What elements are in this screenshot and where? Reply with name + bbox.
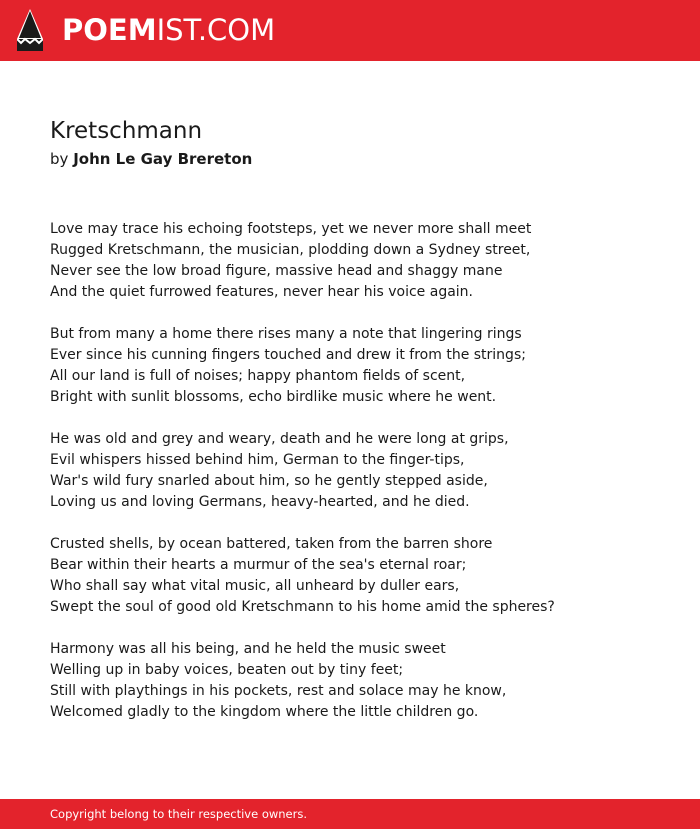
site-header	[0, 0, 700, 61]
poem-line: Never see the low broad figure, massive head and shaggy mane	[50, 263, 503, 279]
poem-line: Bear within their hearts a murmur of the sea's eternal roar;	[50, 557, 467, 573]
poem-line: Rugged Kretschmann, the musician, plodding down a Sydney street,	[50, 242, 531, 258]
stanza	[50, 639, 670, 723]
poem-line: Crusted shells, by ocean battered, taken from the barren shore	[50, 536, 493, 552]
site-logo[interactable]	[62, 12, 275, 48]
logo-text-bold: POEM	[62, 13, 157, 47]
poem-line: War's wild fury snarled about him, so he gently stepped aside,	[50, 473, 488, 489]
stanza	[50, 534, 670, 618]
author-name: John Le Gay Brereton	[73, 150, 253, 168]
pencil-tip-icon[interactable]	[17, 9, 43, 51]
byline-prefix: by	[50, 150, 69, 168]
stanza	[50, 324, 670, 408]
poem-body	[50, 219, 670, 744]
site-footer	[0, 799, 700, 829]
logo-text-light: IST.COM	[156, 13, 276, 47]
poem-line: Welling up in baby voices, beaten out by tiny feet;	[50, 662, 404, 678]
poem-line: Bright with sunlit blossoms, echo birdlike music where he went.	[50, 389, 497, 405]
poem-line: He was old and grey and weary, death and he were long at grips,	[50, 431, 509, 447]
poem-line: Ever since his cunning fingers touched and drew it from the strings;	[50, 347, 526, 363]
byline	[50, 149, 252, 169]
poem-line: Evil whispers hissed behind him, German to the finger-tips,	[50, 452, 465, 468]
poem-line: Love may trace his echoing footsteps, yet we never more shall meet	[50, 221, 532, 237]
poem-line: Who shall say what vital music, all unheard by duller ears,	[50, 578, 460, 594]
stanza	[50, 219, 670, 303]
poem-line: Loving us and loving Germans, heavy-hearted, and he died.	[50, 494, 470, 510]
poem-line: All our land is full of noises; happy phantom fields of scent,	[50, 368, 466, 384]
poem-line: Swept the soul of good old Kretschmann to his home amid the spheres?	[50, 599, 555, 615]
poem-line: Welcomed gladly to the kingdom where the little children go.	[50, 704, 479, 720]
poem-line: But from many a home there rises many a note that lingering rings	[50, 326, 522, 342]
poem-line: And the quiet furrowed features, never hear his voice again.	[50, 284, 474, 300]
poem-line: Harmony was all his being, and he held the music sweet	[50, 641, 446, 657]
poem-line: Still with playthings in his pockets, rest and solace may he know,	[50, 683, 507, 699]
copyright-text: Copyright belong to their respective owners.	[50, 807, 308, 821]
stanza	[50, 429, 670, 513]
poem-title: Kretschmann	[50, 118, 203, 144]
